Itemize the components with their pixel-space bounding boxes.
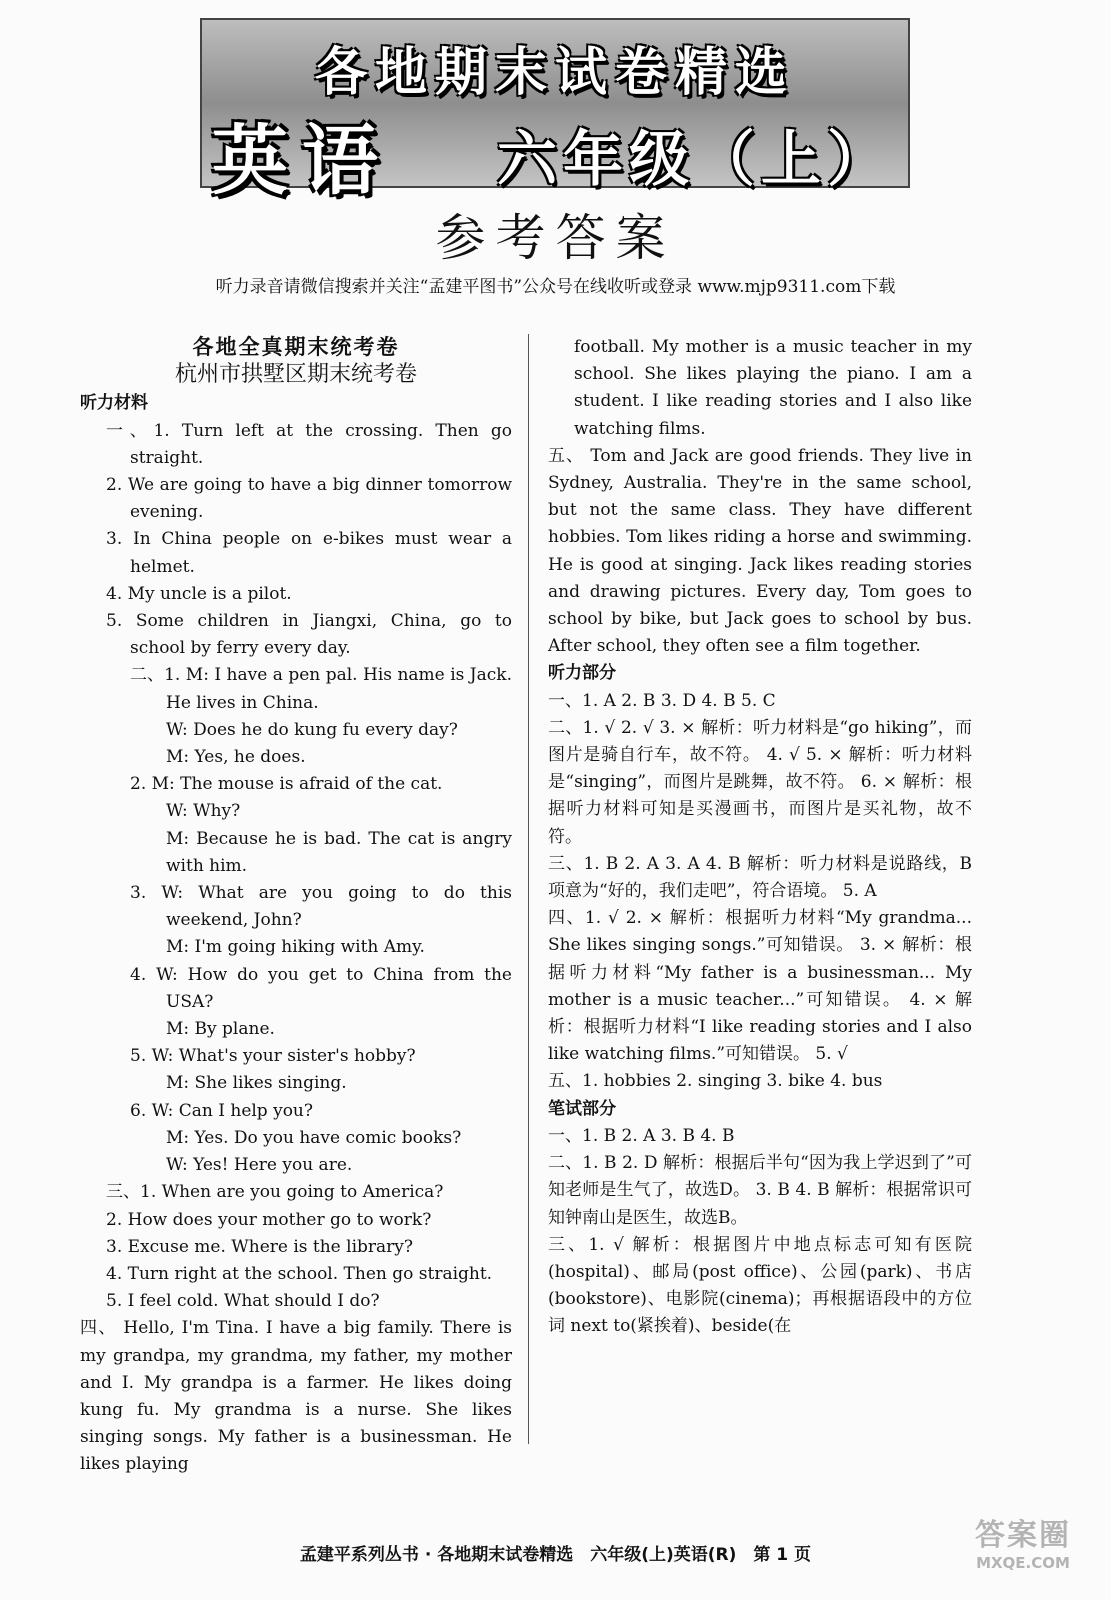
text-line: 3. In China people on e-bikes must wear a helmet. <box>106 529 512 577</box>
left-column <box>80 334 512 1479</box>
text-line: W: Yes! Here you are. <box>166 1155 353 1176</box>
text-line: 一、1. Turn left at the crossing. Then go straight. <box>106 420 512 468</box>
text-line: 4. W: How do you get to China from the USA? <box>130 964 512 1012</box>
text-line: M: By plane. <box>166 1019 275 1040</box>
text-line: 2. How does your mother go to work? <box>106 1209 432 1230</box>
text-line: M: She likes singing. <box>166 1073 347 1094</box>
column-divider <box>528 334 529 1444</box>
page-footer: 孟建平系列丛书 · 各地期末试卷精选 六年级(上)英语(R) 第 1 页 <box>299 1545 812 1565</box>
text-line: 三、1. B 2. A 3. A 4. B 解析：听力材料是说路线，B项意为“好的，我们走吧”，符合语境。 5. A <box>548 853 972 902</box>
text-line: 一、1. A 2. B 3. D 4. B 5. C <box>548 690 776 711</box>
text-line: 二、1. B 2. D 解析：根据后半句“因为我上学迟到了”可知老师是生气了，故选D。 3. B 4. B 解析：根据常识可知钟南山是医生，故选B。 <box>548 1153 972 1228</box>
watermark <box>958 1510 1088 1590</box>
banner-grade: 六年级（上） <box>497 125 893 195</box>
download-note: 听力录音请微信搜索并关注“孟建平图书”公众号在线收听或登录 www.mjp9311.com下载 <box>215 277 896 297</box>
text-line: 五、1. hobbies 2. singing 3. bike 4. bus <box>548 1071 883 1092</box>
text-line: 6. W: Can I help you? <box>130 1100 313 1121</box>
text-line: 4. My uncle is a pilot. <box>106 583 292 604</box>
text-line: W: Does he do kung fu every day? <box>166 719 458 740</box>
watermark-logo: 答案圈 <box>975 1518 1071 1553</box>
section-title: 各地全真期末统考卷 <box>192 335 400 359</box>
text-line: 5. W: What's your sister's hobby? <box>130 1046 416 1067</box>
listening-material <box>80 418 512 1479</box>
text-line: 四、1. √ 2. × 解析：根据听力材料“My grandma... She likes singing songs.”可知错误。 3. × 解析：根据听力材料“My father is a businessman... My mother is a music teacher...”可知错误。 4. × 解析：根据听力材料“I like reading stories and I also like watching films.”可知错误。 5. √ <box>548 908 972 1065</box>
text-line: 一、1. B 2. A 3. B 4. B <box>548 1125 735 1146</box>
text-line: 二、1. M: I have a pen pal. His name is Jack. He lives in China. <box>130 665 512 713</box>
text-line: M: Yes. Do you have comic books? <box>166 1127 462 1148</box>
text-line: 二、1. √ 2. √ 3. × 解析：听力材料是“go hiking”，而图片是骑自行车，故不符。 4. √ 5. × 解析：听力材料是“singing”，而图片是跳舞，故不符。 6. × 解析：根据听力材料可知是买漫画书，而图片是买礼物，故不符。 <box>548 717 972 847</box>
text-line: 三、1. When are you going to America? <box>106 1182 444 1203</box>
text-line: 五、 Tom and Jack are good friends. They live in Sydney, Australia. They're in the same school, but not the same class. They have different hobbies. Tom likes riding a horse and swimming. He is good at singing. Jack likes reading stories and drawing pictures. Every day, Tom goes to school by bike, but Jack goes to school by bus. After school, they often see a film together. <box>548 445 972 657</box>
exam-title: 杭州市拱墅区期末统考卷 <box>174 362 417 388</box>
text-line: M: I'm going hiking with Amy. <box>166 937 425 958</box>
text-line: 5. I feel cold. What should I do? <box>106 1291 380 1312</box>
banner-subject: 英语 <box>212 116 392 205</box>
text-line: 2. M: The mouse is afraid of the cat. <box>130 774 443 795</box>
right-column <box>548 334 972 1341</box>
text-line: 3. Excuse me. Where is the library? <box>106 1236 414 1257</box>
text-line: 2. We are going to have a big dinner tomorrow evening. <box>106 475 512 523</box>
banner-series-title: 各地期末试卷精选 <box>314 43 795 103</box>
watermark-url: MXQE.COM <box>976 1554 1070 1572</box>
text-line: 3. W: What are you going to do this weekend, John? <box>130 883 512 931</box>
page-title: 参考答案 <box>435 209 676 267</box>
text-line: W: Why? <box>166 801 241 822</box>
text-line: M: Yes, he does. <box>166 747 306 768</box>
section-heading: 笔试部分 <box>548 1098 616 1119</box>
text-line: 三、1. √ 解析：根据图片中地点标志可知有医院(hospital)、邮局(post office)、公园(park)、书店(bookstore)、电影院(cinema)；再根据语段中的方位词 next to(紧挨着)、beside(在 <box>548 1234 972 1337</box>
listening-material-heading: 听力材料 <box>80 393 148 414</box>
text-line: 5. Some children in Jiangxi, China, go to school by ferry every day. <box>106 611 512 659</box>
section-heading: 听力部分 <box>548 663 616 684</box>
text-line: football. My mother is a music teacher in my school. She likes playing the piano. I am a student. I like reading stories and I also like watching films. <box>574 337 972 439</box>
text-line: M: Because he is bad. The cat is angry with him. <box>166 828 512 876</box>
text-line: 四、 Hello, I'm Tina. I have a big family. There is my grandpa, my grandma, my father, my mother and I. My grandpa is a farmer. He likes doing kung fu. My grandma is a nurse. She likes singing songs. My father is a businessman. He likes playing <box>80 1318 512 1475</box>
answer-list <box>548 334 972 1341</box>
text-line: 4. Turn right at the school. Then go straight. <box>106 1263 493 1284</box>
header-banner <box>200 18 910 205</box>
